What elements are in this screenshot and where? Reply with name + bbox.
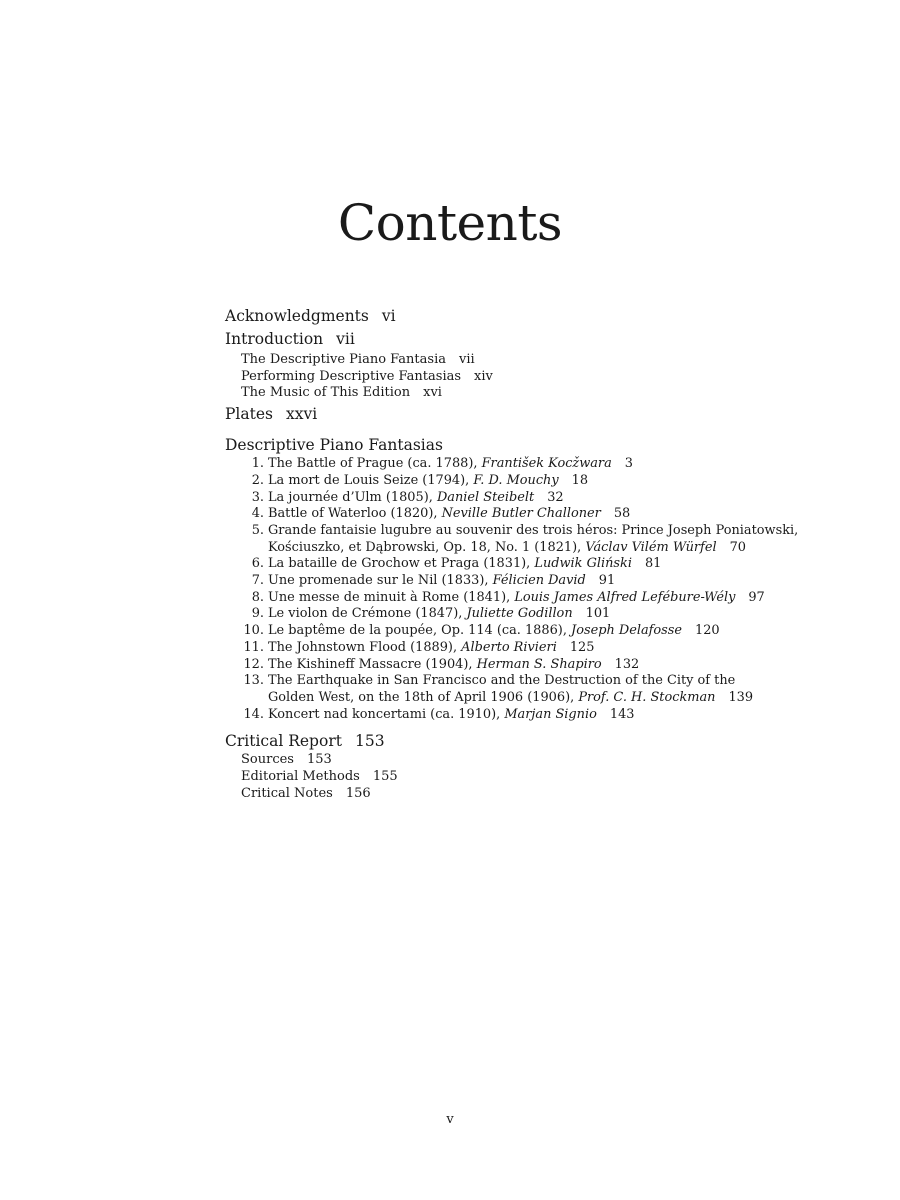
entry-number: 8.	[251, 589, 264, 605]
entry-number: 7.	[251, 573, 264, 589]
toc-entry-page: xvi	[423, 385, 442, 401]
toc-numbered-entry	[225, 456, 845, 473]
page-number: v	[446, 1112, 454, 1127]
toc-entry-label: Performing Descriptive Fantasias	[241, 368, 462, 384]
entry-composer: Daniel Steibelt	[436, 489, 535, 505]
entry-page: 58	[613, 506, 631, 522]
entry-number: 3.	[251, 489, 264, 505]
toc-entry-page: xxvi	[285, 405, 318, 424]
toc-numbered-entry	[225, 506, 845, 523]
entry-composer: Ludwik Gliński	[534, 556, 632, 572]
toc-entry-label: Sources	[241, 752, 294, 768]
entry-number: 10.	[243, 623, 264, 639]
toc-entry-label: Introduction	[225, 330, 324, 348]
entry-composer: Neville Butler Challoner	[441, 506, 601, 522]
toc-subentry	[225, 786, 845, 803]
toc-entry-label: Acknowledgments	[225, 307, 369, 325]
toc-numbered-entry	[225, 523, 845, 540]
toc-numbered-entry-continued	[225, 690, 845, 707]
page-title: Contents	[337, 194, 563, 252]
entry-title: The Battle of Prague (ca. 1788),	[268, 456, 478, 472]
entry-title: La journée d’Ulm (1805),	[268, 489, 433, 505]
entry-page: 81	[644, 556, 662, 572]
entry-page: 97	[748, 589, 765, 605]
toc-numbered-entry	[225, 623, 845, 640]
entry-title: Battle of Waterloo (1820),	[268, 506, 438, 522]
toc-numbered-entry	[225, 657, 845, 674]
entry-composer: F. D. Mouchy	[473, 472, 559, 488]
entry-page: 70	[729, 539, 746, 555]
entry-page: 101	[585, 606, 611, 622]
toc-entry-page: vii	[459, 352, 475, 367]
entry-page: 91	[598, 573, 616, 589]
entry-title-continued: Golden West, on the 18th of April 1906 (1906),	[268, 689, 575, 705]
entry-title: The Kishineff Massacre (1904),	[268, 656, 473, 672]
entry-number: 11.	[243, 639, 264, 655]
entry-number: 9.	[251, 606, 264, 622]
toc-entry-label: Critical Notes	[241, 785, 333, 801]
toc-entry-acknowledgments	[225, 306, 845, 327]
toc-entry-page: vii	[336, 330, 355, 348]
entry-page: 125	[569, 639, 595, 655]
entry-composer: Prof. C. H. Stockman	[578, 689, 716, 705]
toc-subentry	[225, 352, 845, 369]
toc-entry-page: 153	[306, 752, 332, 768]
entry-composer: Joseph Delafosse	[571, 623, 683, 639]
entry-number: 6.	[251, 556, 264, 572]
toc-numbered-entry-continued	[225, 540, 845, 557]
entry-title: The Earthquake in San Francisco and the Destruction of the City of the	[268, 673, 736, 689]
entry-number: 14.	[243, 706, 264, 722]
entry-composer: Félicien David	[492, 573, 586, 589]
entry-page: 32	[547, 489, 564, 505]
entry-title: Le violon de Crémone (1847),	[268, 606, 463, 622]
toc-numbered-entry	[225, 606, 845, 623]
entry-number: 1.	[251, 456, 264, 472]
toc-entry-critical-report	[225, 731, 845, 752]
entry-page: 3	[624, 456, 633, 472]
toc-entry-label: The Music of This Edition	[241, 385, 411, 401]
toc-entry-label: Critical Report	[225, 732, 342, 751]
toc-entry-plates	[225, 404, 845, 425]
toc-entry-page: vi	[381, 307, 396, 325]
entry-composer: Juliette Godillon	[466, 606, 573, 622]
entry-page: 120	[695, 623, 720, 639]
entry-number: 5.	[251, 522, 264, 538]
entry-composer: Herman S. Shapiro	[476, 656, 602, 672]
entry-title: Une messe de minuit à Rome (1841),	[268, 589, 511, 605]
entry-title: Une promenade sur le Nil (1833),	[268, 573, 489, 589]
entry-composer: Alberto Rivieri	[461, 639, 557, 655]
toc-subentry	[225, 385, 845, 402]
entry-title: Koncert nad koncertami (ca. 1910),	[268, 706, 501, 722]
entry-composer: Louis James Alfred Lefébure-Wély	[514, 589, 736, 605]
toc-entry-page: 155	[372, 769, 398, 785]
entry-title: La bataille de Grochow et Praga (1831),	[268, 556, 531, 572]
toc-entry-page: 153	[354, 732, 385, 751]
entry-page: 132	[614, 656, 640, 672]
entry-title: La mort de Louis Seize (1794),	[268, 472, 470, 488]
toc-numbered-entry	[225, 590, 845, 607]
toc-entry-label: Editorial Methods	[241, 769, 360, 785]
toc-numbered-entry	[225, 473, 845, 490]
toc-numbered-entry	[225, 707, 845, 724]
entry-composer: František Kocžwara	[481, 456, 612, 472]
entry-page: 139	[728, 689, 754, 705]
entry-title: Grande fantaisie lugubre au souvenir des trois héros: Prince Joseph Poniatowski,	[268, 522, 799, 538]
entry-title: The Johnstown Flood (1889),	[268, 639, 458, 655]
toc-entry-page: 156	[345, 785, 371, 801]
entry-number: 12.	[243, 656, 264, 672]
toc-numbered-entry	[225, 573, 845, 590]
toc-subentry	[225, 369, 845, 386]
entry-number: 4.	[251, 506, 264, 522]
entry-number: 2.	[251, 472, 264, 488]
entry-number: 13.	[243, 673, 264, 689]
toc-section-heading: Descriptive Piano Fantasias	[225, 436, 443, 455]
table-of-contents	[225, 306, 845, 802]
toc-entry-label: Plates	[225, 405, 273, 424]
entry-page: 18	[571, 472, 589, 488]
toc-numbered-entry	[225, 673, 845, 690]
toc-entry-introduction	[225, 329, 845, 350]
toc-numbered-entry	[225, 640, 845, 657]
fantasia-list	[225, 456, 845, 723]
entry-page: 143	[609, 706, 635, 722]
toc-subentry	[225, 752, 845, 769]
toc-subentry	[225, 769, 845, 786]
toc-entry-label: The Descriptive Piano Fantasia	[241, 352, 446, 367]
toc-entry-page: xiv	[474, 368, 493, 384]
entry-composer: Marjan Signio	[504, 706, 597, 722]
entry-title: Le baptême de la poupée, Op. 114 (ca. 1886),	[268, 623, 567, 639]
toc-numbered-entry	[225, 490, 845, 507]
entry-title-continued: Kościuszko, et Dąbrowski, Op. 18, No. 1 (1821),	[268, 539, 582, 555]
entry-composer: Václav Vilém Würfel	[585, 539, 717, 555]
toc-numbered-entry	[225, 556, 845, 573]
